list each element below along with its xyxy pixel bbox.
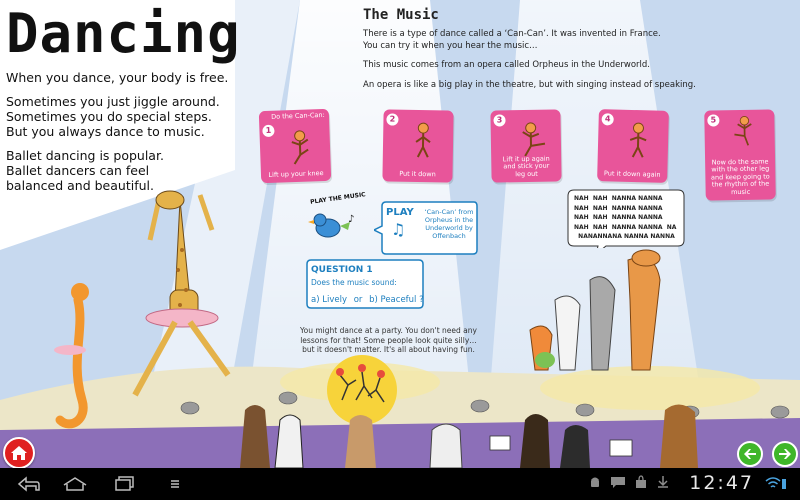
system-navigation-bar [0,468,800,500]
question-text: Does the music sound: [311,278,397,287]
svg-text:♪: ♪ [348,214,355,225]
system-recent-apps-button[interactable] [110,472,140,496]
android-robot-icon [588,475,602,489]
home-button[interactable] [3,437,35,468]
play-button[interactable]: PLAY [386,207,414,218]
music-note-icon[interactable]: ♫ [391,220,406,239]
intro-paragraph-3: Ballet dancing is popular. Ballet dancers can feel balanced and beautiful. [6,148,164,193]
shopping-bag-icon [634,475,648,489]
step-number: 3 [493,114,505,126]
step-card-3 [490,109,561,182]
step-card-2 [382,109,453,182]
cat-dancer-icon [618,120,659,161]
system-back-button[interactable] [14,472,44,496]
status-icons [588,475,670,489]
back-page-button[interactable] [737,441,763,467]
cat-dancer-icon [403,120,444,161]
system-home-button[interactable] [60,472,90,496]
answer-option-peaceful[interactable]: b) Peaceful [369,295,417,305]
step-number: 4 [602,113,614,125]
wifi-battery-icon [765,475,787,493]
music-paragraph-3: An opera is like a big play in the theatre, but with singing instead of speaking. [363,79,696,90]
answer-or-label: or [353,295,363,305]
intro-paragraph-2: Sometimes you just jiggle around. Sometimes you do special steps. But you always dance to music. [6,94,220,139]
step-caption: Lift it up again and stick your leg out [502,154,550,178]
music-section-title: The Music [363,7,439,23]
back-arrow-icon [17,476,41,492]
system-clock: 12:47 [689,472,754,494]
music-paragraph-1: There is a type of dance called a ‘Can-Can’. It was invented in France. You can try it when you hear the music… [363,29,661,51]
chat-notification-icon [610,475,626,489]
intro-text [6,70,236,202]
step-number: 1 [262,125,274,137]
question-options [311,295,424,305]
download-icon [656,475,670,489]
page-title: Dancing [6,2,241,65]
recent-apps-icon [113,476,137,492]
play-description: ‘Can-Can’ from Orpheus in the Underworld by Offenbach [424,208,474,240]
step-caption: Put it down again [603,168,661,179]
step-caption: Lift up your knee [268,168,324,179]
question-title: QUESTION 1 [311,265,373,275]
intro-paragraph-1: When you dance, your body is free. [6,70,229,85]
cat-dancer-icon [724,114,765,149]
next-page-button[interactable] [772,441,798,467]
step-caption: Now do the same with the other leg and keep going to the rhythm of the music [710,157,770,196]
arrow-left-icon [743,447,757,461]
step-caption: Put it down [399,169,436,178]
party-text: You might dance at a party. You don't need any lessons for that! Some people look quite silly… but it doesn't matter. It's all about having fun. [300,326,477,354]
answer-suffix: ? [419,295,424,305]
system-menu-button[interactable] [160,472,190,496]
step-number: 2 [386,113,398,125]
step-number: 5 [707,114,719,126]
music-section-text [363,29,763,99]
step-heading: Do the Can-Can: [271,110,325,121]
music-paragraph-2: This music comes from an opera called Orpheus in the Underworld. [363,60,651,70]
home-outline-icon [62,476,88,492]
system-status-button[interactable] [762,472,790,496]
nah-lyrics: NAH NAH NANNA NANNA NAH NAH NANNA NANNA NAH NAH NANNA NANNA NAH NAH NANNA NANNA NA NANANNANA NANNA NANNA [574,195,677,240]
step-card-4 [597,109,669,183]
step-card-5 [704,109,776,200]
answer-option-lively[interactable]: a) Lively [311,295,347,305]
home-icon [10,444,28,462]
step-card-1 [259,109,331,183]
arrow-right-icon [778,447,792,461]
party-dancers-illustration [327,355,397,425]
cat-dancer-icon [279,127,320,168]
play-music-tag[interactable]: PLAY THE MUSIC [309,191,367,206]
menu-icon [167,476,183,492]
